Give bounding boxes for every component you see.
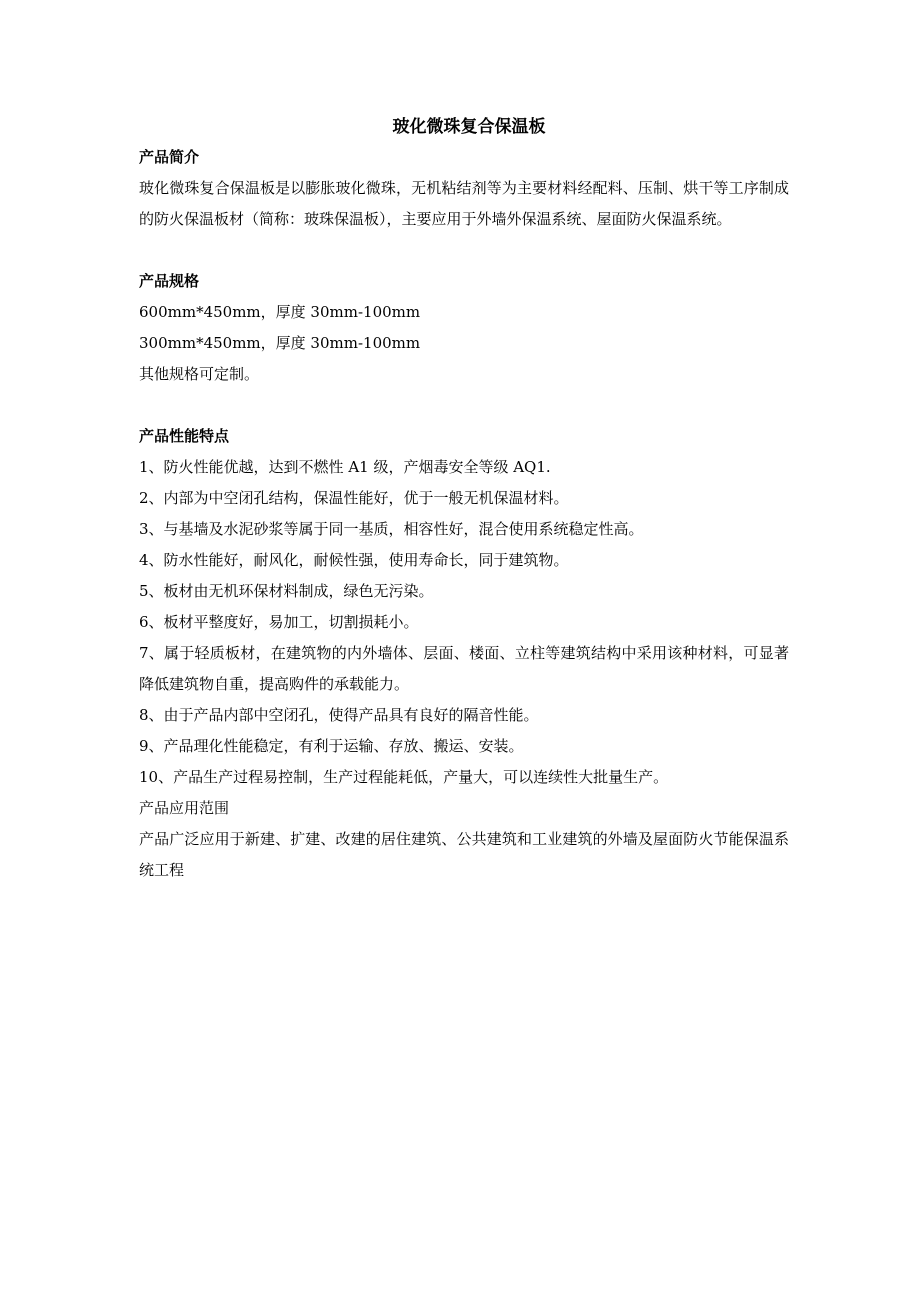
feature-item: 9、产品理化性能稳定，有利于运输、存放、搬运、安装。	[139, 737, 524, 755]
application-heading: 产品应用范围	[139, 799, 230, 817]
features-heading: 产品性能特点	[139, 427, 230, 445]
feature-item: 3、与基墙及水泥砂浆等属于同一基质，相容性好，混合使用系统稳定性高。	[139, 520, 644, 538]
section-spacer	[139, 390, 789, 421]
intro-text: 玻化微珠复合保温板是以膨胀玻化微珠，无机粘结剂等为主要材料经配料、压制、烘干等工序制成的防火保温板材（简称：玻珠保温板），主要应用于外墙外保温系统、屋面防火保温系统。	[139, 179, 789, 228]
feature-item: 8、由于产品内部中空闭孔，使得产品具有良好的隔音性能。	[139, 706, 539, 724]
feature-item: 4、防水性能好，耐风化，耐候性强，使用寿命长，同于建筑物。	[139, 551, 569, 569]
features-list	[139, 452, 789, 793]
feature-item: 10、产品生产过程易控制，生产过程能耗低，产量大，可以连续性大批量生产。	[139, 768, 669, 786]
document-title: 玻化微珠复合保温板	[392, 117, 546, 137]
feature-item: 6、板材平整度好，易加工，切割损耗小。	[139, 613, 419, 631]
application-text: 产品广泛应用于新建、扩建、改建的居住建筑、公共建筑和工业建筑的外墙及屋面防火节能保温系统工程	[139, 830, 789, 879]
spec-line: 其他规格可定制。	[139, 365, 260, 383]
specs-heading: 产品规格	[139, 272, 200, 290]
section-spacer	[139, 235, 789, 266]
spec-line: 300mm*450mm，厚度 30mm-100mm	[139, 334, 421, 352]
feature-item: 2、内部为中空闭孔结构，保温性能好，优于一般无机保温材料。	[139, 489, 569, 507]
feature-item: 7、属于轻质板材，在建筑物的内外墙体、层面、楼面、立柱等建筑结构中采用该种材料，可显著降低建筑物自重，提高购件的承载能力。	[139, 644, 789, 693]
intro-heading: 产品简介	[139, 148, 200, 166]
spec-line: 600mm*450mm，厚度 30mm-100mm	[139, 303, 421, 321]
feature-item: 5、板材由无机环保材料制成，绿色无污染。	[139, 582, 434, 600]
document-page	[139, 112, 789, 886]
feature-item: 1、防火性能优越，达到不燃性 A1 级，产烟毒安全等级 AQ1.	[139, 458, 551, 476]
